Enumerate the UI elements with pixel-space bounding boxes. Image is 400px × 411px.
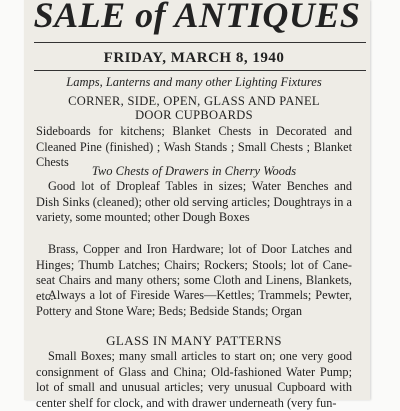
cupboards-heading-1: CORNER, SIDE, OPEN, GLASS AND PANEL (68, 94, 320, 108)
dropleaf-paragraph: Good lot of Dropleaf Tables in sizes; Water Benches and Dish Sinks (cleaned); other old serving articles; Doughtrays in a variety, some mounted; other Dough Boxes (36, 179, 352, 225)
sideboards-paragraph: Sideboards for kitchens; Blanket Chests in Decorated and Cleaned Pine (finished) ; Wash Stands ; Small Chests ; Blanket Chests (36, 124, 352, 170)
hardware-paragraph: Brass, Copper and Iron Hardware; lot of Door Latches and Hinges; Thumb Latches; Chairs; Rockers; Stools; lot of Cane-seat Chairs and many others; some Cloth and Linens, Blankets, etc. (36, 242, 352, 303)
cupboards-heading-2: DOOR CUPBOARDS (135, 108, 253, 122)
glass-heading: GLASS IN MANY PATTERNS (106, 333, 282, 348)
rule-top (34, 42, 366, 43)
sale-title: SALE of ANTIQUES (33, 0, 361, 35)
cherry-chests-line: Two Chests of Drawers in Cherry Woods (91, 164, 297, 178)
lighting-fixtures-line: Lamps, Lanterns and many other Lighting Fixtures (66, 75, 322, 89)
rule-under-date (34, 70, 366, 71)
sale-date: FRIDAY, MARCH 8, 1940 (103, 50, 285, 66)
fireside-paragraph: Always a lot of Fireside Wares—Kettles; Trammels; Pewter, Pottery and Stone Ware; Beds; Bedside Stands; Organ (36, 288, 352, 318)
small-boxes-paragraph: Small Boxes; many small articles to start on; one very good consignment of Glass and China; Old-fashioned Water Pump; lot of small and unusual articles; very unusual Cupboard with center shelf for clock, and with drawer underneath (very fun- (36, 349, 352, 410)
